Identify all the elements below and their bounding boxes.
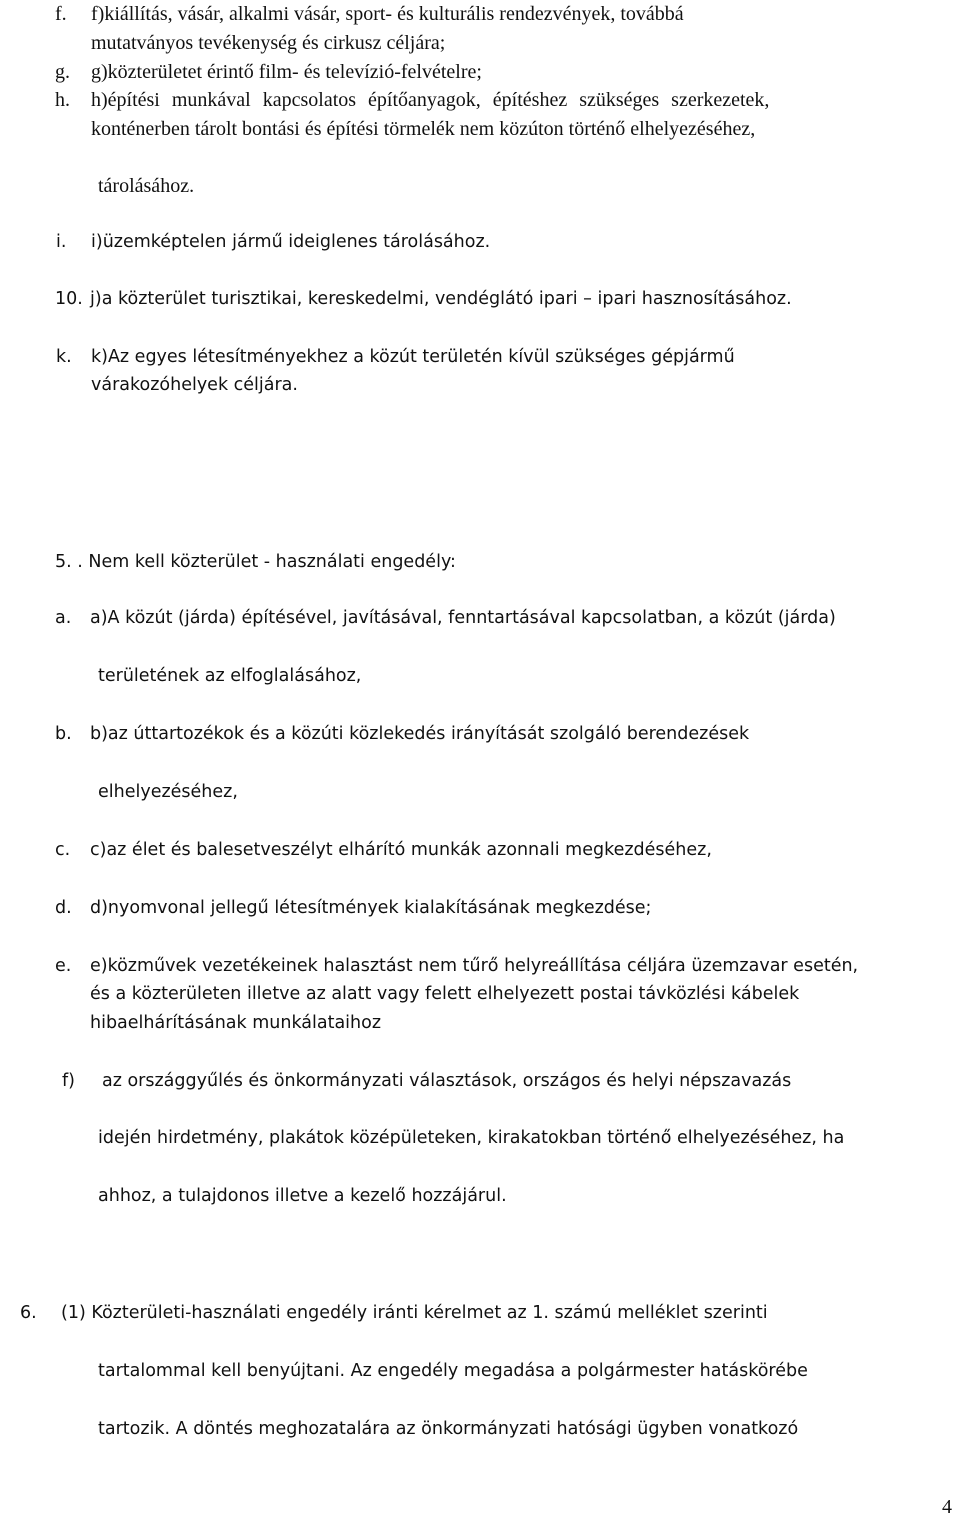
item-h-line-3: tárolásához. [98,175,195,197]
item-a-line-1: a)A közút (járda) építésével, javításával, fenntartásával kapcsolatban, a közút (járda) [90,608,836,628]
section-6-label: 6. [20,1303,37,1323]
section-5-heading: 5. . Nem kell közterület - használati engedély: [55,552,456,572]
item-f-line-2: mutatványos tevékenység és cirkusz céljára; [91,32,446,54]
item-label-d: d. [55,898,72,918]
item-label-a: a. [55,608,72,628]
item-label-f2: f) [62,1071,75,1091]
item-label-b: b. [55,724,72,744]
item-f-line-1: f)kiállítás, vásár, alkalmi vásár, sport- és kulturális rendezvények, továbbá [91,3,684,25]
page-number: 4 [942,1496,952,1518]
item-b-line-1: b)az úttartozékok és a közúti közlekedés irányítását szolgáló berendezések [90,724,750,744]
item-f2-line-2: idején hirdetmény, plakátok középületeken, kirakatokban történő elhelyezéséhez, ha [98,1128,845,1148]
item-f2-line-1: az országgyűlés és önkormányzati választások, országos és helyi népszavazás [102,1071,792,1091]
item-e-line-1: e)közművek vezetékeinek halasztást nem tűrő helyreállítása céljára üzemzavar esetén, [90,956,859,976]
item-label-f: f. [55,3,67,25]
item-e-line-2: és a közterületen illetve az alatt vagy felett elhelyezett postai távközlési kábelek [90,984,800,1004]
item-k-line-2: várakozóhelyek céljára. [91,375,298,395]
item-i-line-1: i)üzemképtelen jármű ideiglenes tárolásához. [91,232,491,252]
item-b-line-2: elhelyezéséhez, [98,782,238,802]
item-c-line-1: c)az élet és balesetveszélyt elhárító munkák azonnali megkezdéséhez, [90,840,712,860]
item-h-line-2: konténerben tárolt bontási és építési törmelék nem közúton történő elhelyezéséhez, [91,118,756,140]
item-f2-line-3: ahhoz, a tulajdonos illetve a kezelő hozzájárul. [98,1186,507,1206]
item-label-i: i. [56,232,67,252]
item-h-line-1: h)építési munkával kapcsolatos építőanyagok, építéshez szükséges szerkezetek, [91,89,770,111]
item-a-line-2: területének az elfoglalásához, [98,666,362,686]
item-e-line-3: hibaelhárításának munkálataihoz [90,1013,382,1033]
item-label-10: 10. [55,289,83,309]
item-k-line-1: k)Az egyes létesítményekhez a közút területén kívül szükséges gépjármű [91,347,735,367]
item-label-k: k. [56,347,72,367]
item-d-line-1: d)nyomvonal jellegű létesítmények kialakításának megkezdése; [90,898,652,918]
item-j-line-1: j)a közterület turisztikai, kereskedelmi, vendéglátó ipari – ipari hasznosításához. [90,289,792,309]
section-6-line-2: tartalommal kell benyújtani. Az engedély megadása a polgármester hatáskörébe [98,1361,808,1381]
section-6-line-1: (1) Közterületi-használati engedély iránti kérelmet az 1. számú melléklet szerinti [61,1303,768,1323]
item-label-h: h. [55,89,70,111]
item-g-line-1: g)közterületet érintő film- és televízió-felvételre; [91,61,482,83]
item-label-g: g. [55,61,70,83]
item-label-e: e. [55,956,72,976]
item-label-c: c. [55,840,71,860]
section-6-line-3: tartozik. A döntés meghozatalára az önkormányzati hatósági ügyben vonatkozó [98,1419,799,1439]
